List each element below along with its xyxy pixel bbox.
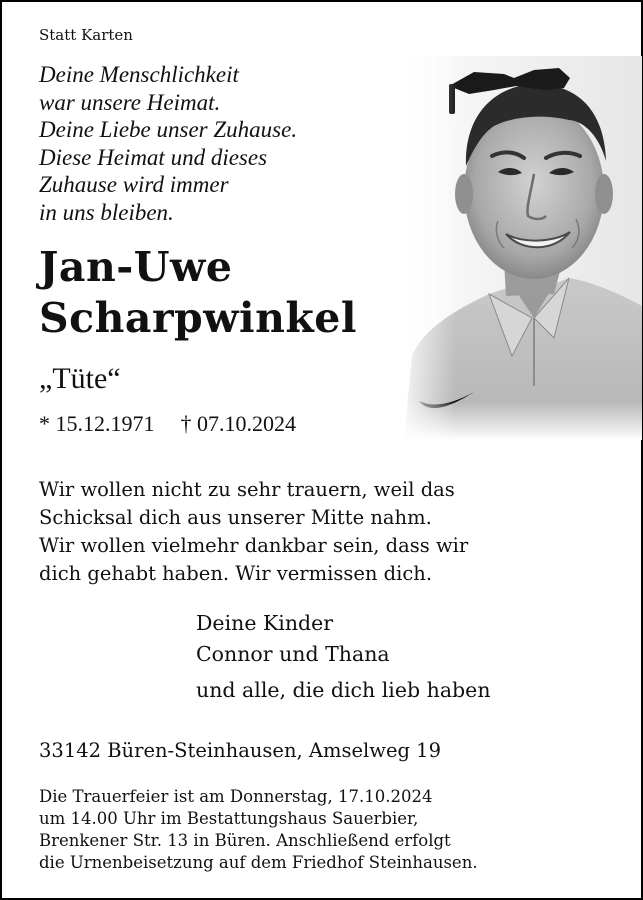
last-name: Scharpwinkel (39, 294, 357, 342)
poem-line: Deine Liebe unser Zuhause. (39, 117, 298, 142)
signature-line: Connor und Thana (196, 642, 390, 666)
mourners-signature (196, 608, 491, 706)
life-dates (39, 411, 296, 437)
poem-line: war unsere Heimat. (39, 89, 221, 115)
birth-date: * 15.12.1971 (39, 411, 155, 436)
condolence-line: Schicksal dich aus unserer Mitte nahm. (39, 506, 432, 529)
condolence-text (39, 476, 468, 588)
header-statt-karten: Statt Karten (39, 26, 133, 44)
poem-line: Zuhause wird immer (39, 172, 229, 197)
address: 33142 Büren-Steinhausen, Amselweg 19 (39, 739, 441, 762)
funeral-line: um 14.00 Uhr im Bestattungshaus Sauerbier, (39, 809, 419, 828)
first-name: Jan-Uwe (39, 243, 233, 291)
signature-line: Deine Kinder (196, 611, 334, 635)
death-date: † 07.10.2024 (180, 411, 296, 436)
poem-line: in uns bleiben. (39, 199, 174, 225)
funeral-line: die Urnenbeisetzung auf dem Friedhof Steinhausen. (39, 853, 478, 872)
condolence-line: Wir wollen vielmehr dankbar sein, dass wir (39, 534, 469, 557)
condolence-line: dich gehabt haben. Wir vermissen dich. (39, 562, 433, 585)
deceased-name (39, 242, 357, 344)
funeral-line: Brenkener Str. 13 in Büren. Anschließend erfolgt (39, 831, 451, 850)
poem (39, 61, 297, 226)
portrait-photo (394, 56, 642, 440)
funeral-line: Die Trauerfeier ist am Donnerstag, 17.10.2024 (39, 787, 433, 806)
condolence-line: Wir wollen nicht zu sehr trauern, weil das (39, 478, 455, 501)
poem-line: Diese Heimat und dieses (39, 144, 268, 170)
poem-line: Deine Menschlichkeit (39, 62, 239, 87)
signature-line: und alle, die dich lieb haben (196, 678, 491, 702)
nickname: „Tüte“ (39, 362, 121, 395)
funeral-details (39, 786, 478, 874)
